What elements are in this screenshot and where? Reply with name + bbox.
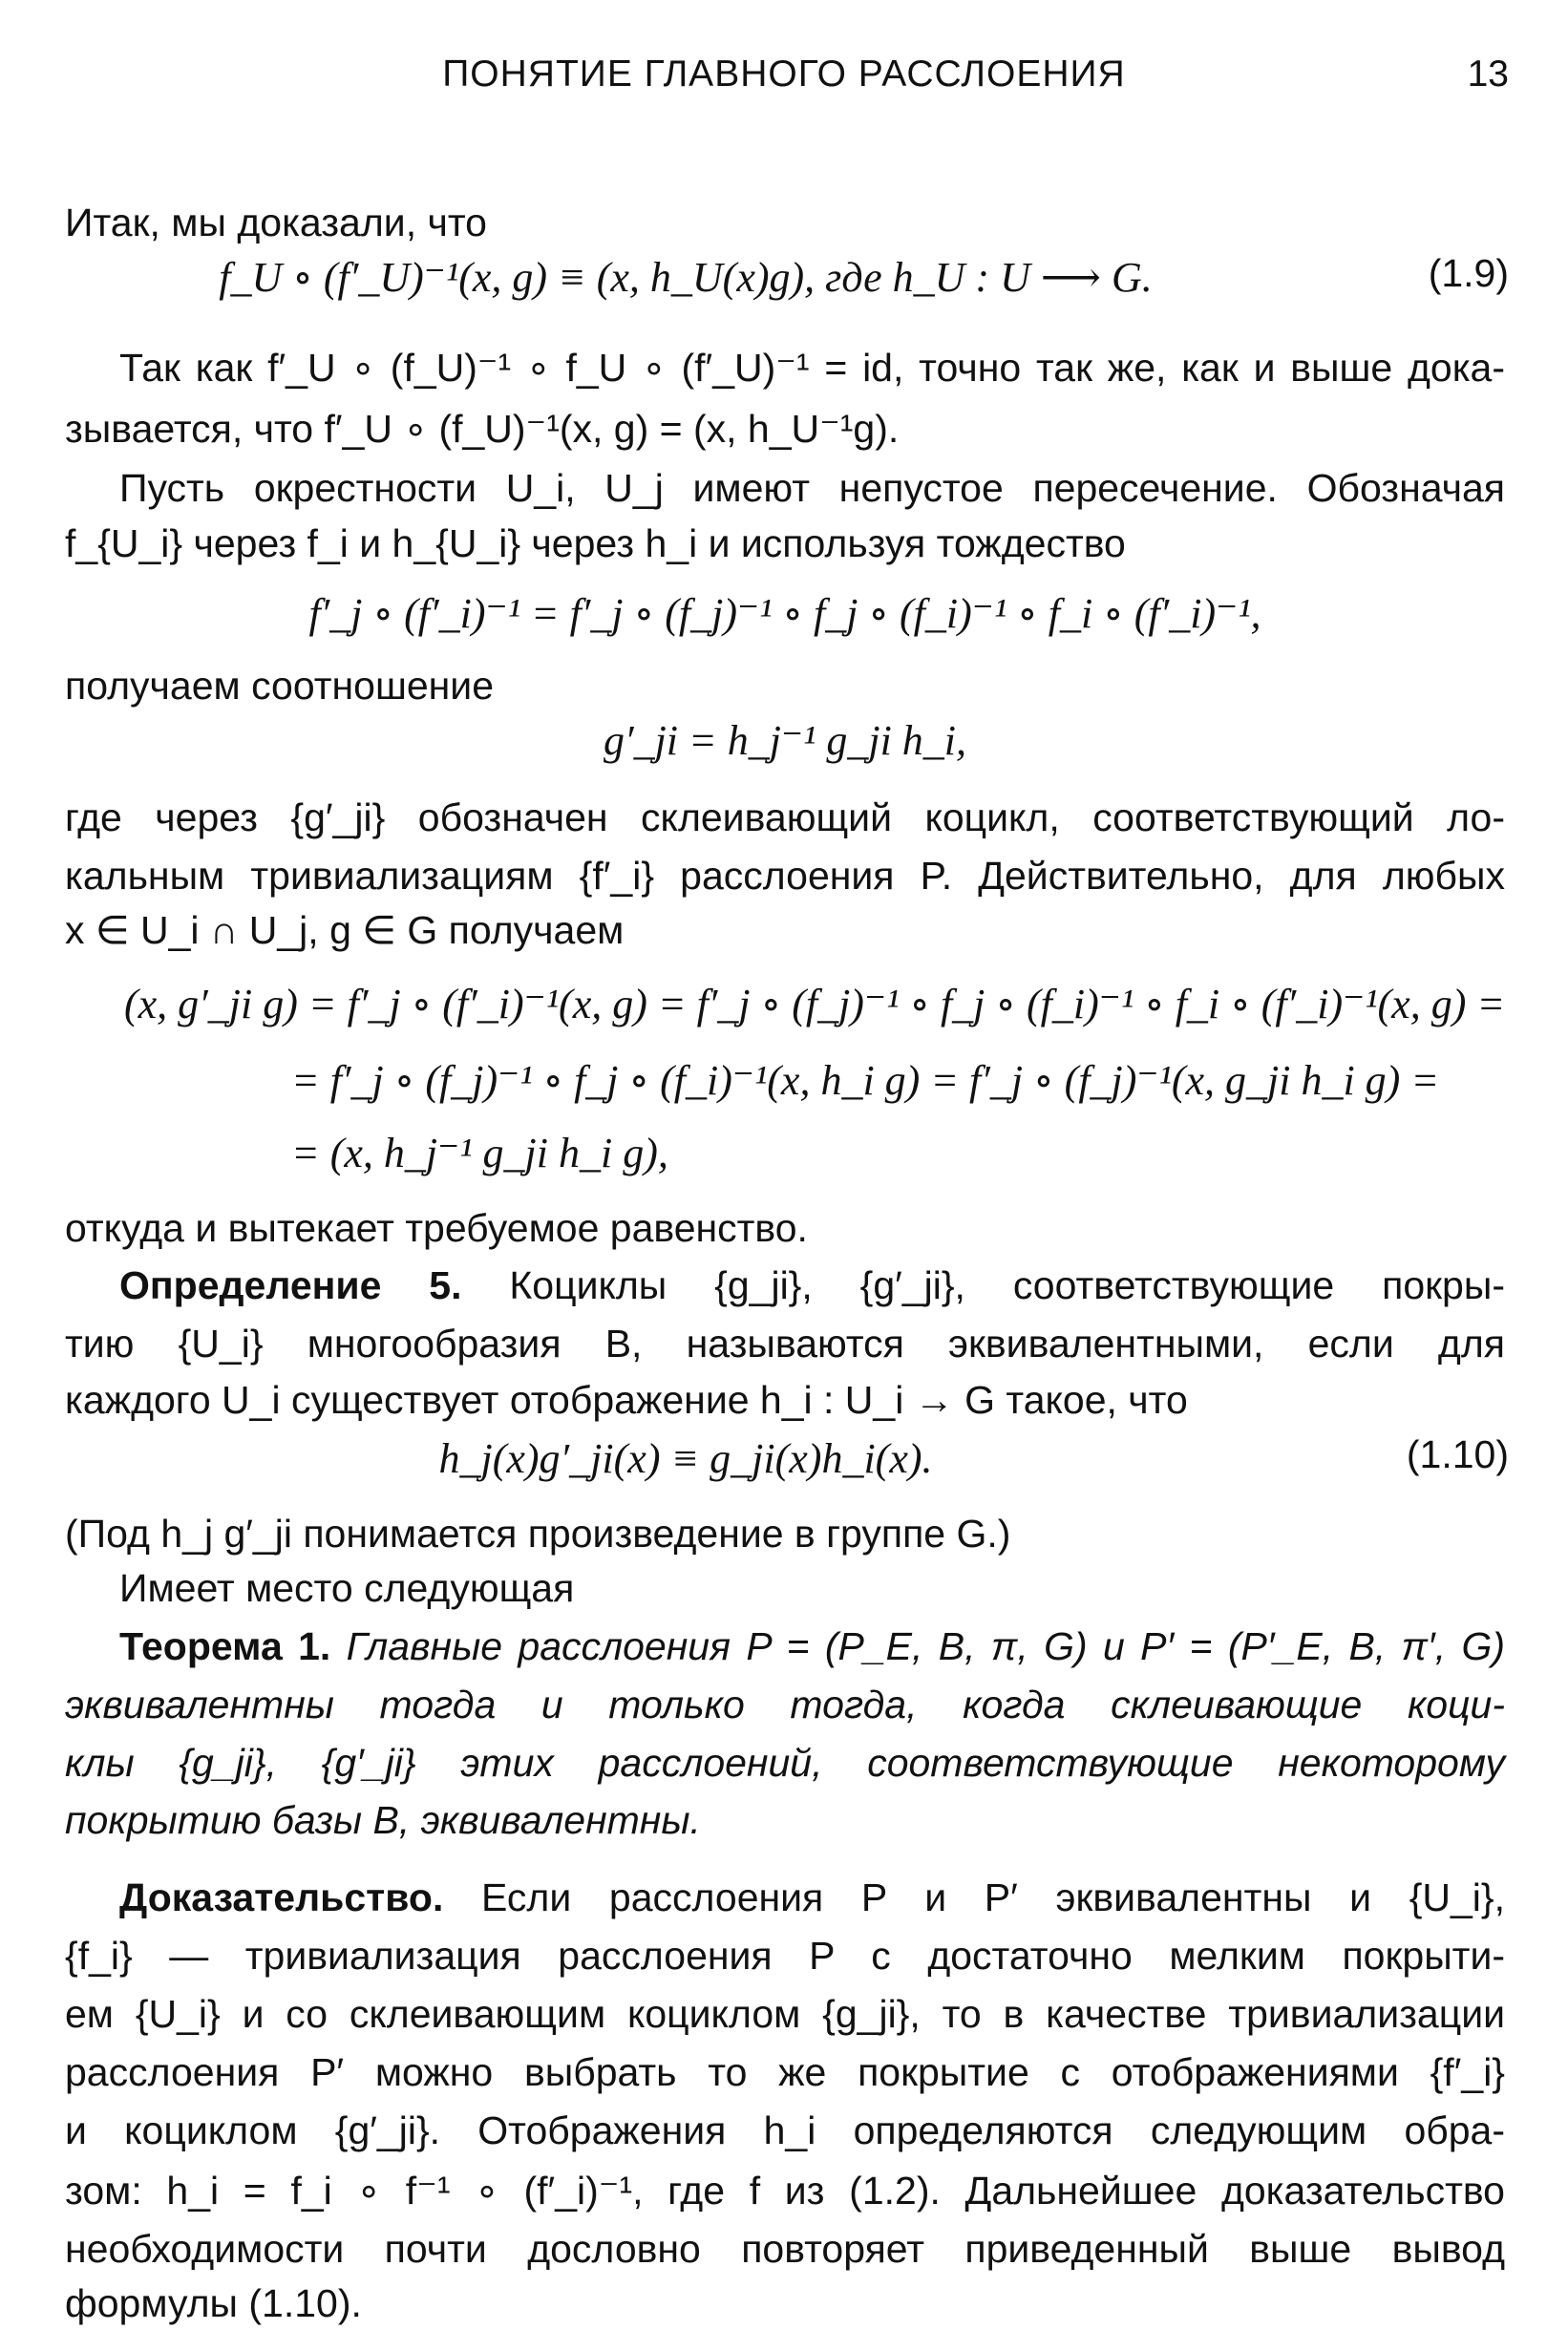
proof-line-1: Доказательство. Если расслоения P и P′ эквивалентны и {U_i}, [119, 1875, 1505, 1919]
text-line-20: (Под h_j g′_ji понимается произведение в группе G.) [65, 1512, 1011, 1556]
derivation-line-2: = f′_j ∘ (f_j)⁻¹ ∘ f_j ∘ (f_i)⁻¹(x, h_i g) = f′_j ∘ (f_j)⁻¹(x, g_ji h_i g) = [291, 1057, 1440, 1104]
page-number: 13 [1467, 53, 1509, 95]
definition-5-line-1 [119, 1259, 1505, 1312]
text-line-15: откуда и вытекает требуемое равенство. [65, 1206, 808, 1250]
derivation-line-1: (x, g′_ji g) = f′_j ∘ (f′_i)⁻¹(x, g) = f′_j ∘ (f_j)⁻¹ ∘ f_j ∘ (f_i)⁻¹ ∘ f_i ∘ (f′_i)⁻¹(x, g) = [124, 981, 1506, 1027]
text-line-21: Имеет место следующая [119, 1566, 575, 1610]
text-line-9: где через {g′_ji} обозначен склеивающий коцикл, соответствующий ло- [65, 795, 1505, 839]
equation-1-9-text: f_U ∘ (f′_U)⁻¹(x, g) ≡ (x, h_U(x)g), где h_U : U ⟶ G. [219, 254, 1153, 301]
theorem-1-line-1: Теорема 1. Главные расслоения P = (P_E, B, π, G) и P′ = (P′_E, B, π′, G) [119, 1624, 1505, 1668]
proof-line-6: зом: h_i = f_i ∘ f⁻¹ ∘ (f′_i)⁻¹, где f из (1.2). Дальнейшее доказательство [65, 2169, 1505, 2213]
text-line-10: кальным тривиализациям {f′_i} расслоения P. Действительно, для любых [65, 854, 1505, 898]
proof-line-2: {f_i} — тривиализация расслоения P с достаточно мелким покрыти- [65, 1934, 1505, 1978]
definition-5-text: Определение 5. Коциклы {g_ji}, {g′_ji}, соответствующие покры- [119, 1263, 1505, 1307]
theorem-1-line-3: клы {g_ji}, {g′_ji} этих расслоений, соответствующие некоторому [65, 1741, 1505, 1785]
identity-equation: f′_j ∘ (f′_i)⁻¹ = f′_j ∘ (f_j)⁻¹ ∘ f_j ∘ (f_i)⁻¹ ∘ f_i ∘ (f′_i)⁻¹, [308, 590, 1261, 637]
theorem-1-line-2: эквивалентны тогда и только тогда, когда склеивающие коци- [65, 1683, 1505, 1726]
proof-line-3: ем {U_i} и со склеивающим коциклом {g_ji}, то в качестве тривиализации [65, 1992, 1505, 2036]
equation-number-1-9: (1.9) [1428, 251, 1509, 295]
derivation-line-3: = (x, h_j⁻¹ g_ji h_i g), [291, 1130, 668, 1176]
text-line-2: Так как f′_U ∘ (f_U)⁻¹ ∘ f_U ∘ (f′_U)⁻¹ = id, точно так же, как и выше дока- [119, 346, 1505, 390]
definition-5-line-2: тию {U_i} многообразия B, называются эквивалентными, если для [65, 1322, 1505, 1366]
cocycle-relation: g′_ji = h_j⁻¹ g_ji h_i, [603, 717, 967, 764]
text-line-7: получаем соотношение [65, 664, 494, 708]
theorem-1-line-4: покрытию базы B, эквивалентны. [65, 1798, 701, 1842]
text-line-11: x ∈ U_i ∩ U_j, g ∈ G получаем [65, 908, 625, 952]
text-line-5: f_{U_i} через f_i и h_{U_i} через h_i и используя тождество [65, 521, 1126, 565]
equation-1-9 [65, 251, 1306, 305]
equation-1-10: h_j(x)g′_ji(x) ≡ g_ji(x)h_i(x). [438, 1435, 933, 1482]
proof-line-5: и коциклом {g′_ji}. Отображения h_i определяются следующим обра- [65, 2108, 1505, 2152]
equation-number-1-10: (1.10) [1406, 1432, 1509, 1476]
proof-line-7: необходимости почти дословно повторяет приведенный выше вывод [65, 2227, 1505, 2271]
text-line-4: Пусть окрестности U_i, U_j имеют непустое пересечение. Обозначая [119, 466, 1505, 510]
definition-5-line-3: каждого U_i существует отображение h_i : U_i → G такое, что [65, 1378, 1188, 1422]
proof-line-8: формулы (1.10). [65, 2281, 362, 2325]
running-header: ПОНЯТИЕ ГЛАВНОГО РАССЛОЕНИЯ [442, 53, 1126, 95]
proof-line-4: расслоения P′ можно выбрать то же покрытие с отображениями {f′_i} [65, 2050, 1505, 2094]
text-line-3: зывается, что f′_U ∘ (f_U)⁻¹(x, g) = (x, h_U⁻¹g). [65, 407, 900, 451]
text-line-0: Итак, мы доказали, что [65, 201, 487, 244]
